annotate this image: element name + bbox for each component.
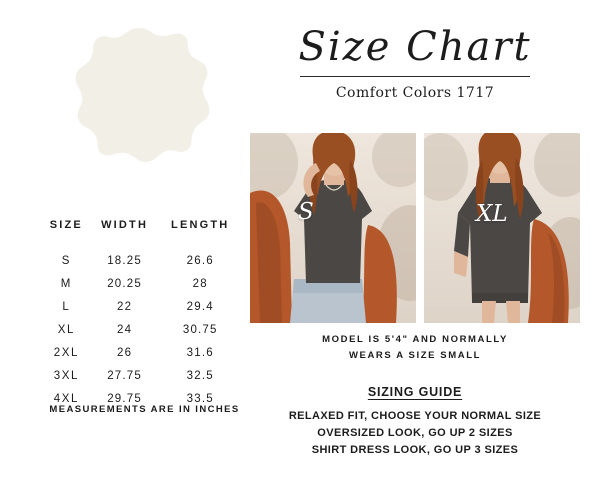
sizing-guide-line-2-emphasis: 2 SIZES — [468, 427, 513, 440]
sizing-guide-line — [250, 442, 580, 459]
column-header-length: LENGTH — [171, 219, 230, 231]
cell-size: 3XL — [53, 369, 79, 382]
table-row — [42, 341, 242, 364]
table-row — [42, 364, 242, 387]
model-photos — [250, 133, 580, 323]
sizing-guide-line-1-prefix: RELAXED FIT, CHOOSE YOUR — [288, 410, 462, 422]
cell-length: 29.4 — [186, 300, 214, 313]
photo-model-small — [250, 133, 416, 323]
page-title: Size Chart — [298, 24, 532, 70]
table-header-row — [42, 218, 242, 249]
sizing-guide-line — [250, 425, 580, 442]
cell-width: 18.25 — [107, 254, 142, 267]
cell-length: 33.5 — [186, 392, 214, 405]
cell-width: 26 — [116, 346, 133, 359]
tee-label-small: S — [298, 199, 314, 225]
cell-size: XL — [57, 323, 75, 336]
size-table — [42, 218, 242, 410]
cell-width: 20.25 — [107, 277, 142, 290]
cell-size: S — [61, 254, 71, 267]
column-header-width: WIDTH — [101, 219, 149, 231]
model-note-line-2: WEARS A SIZE SMALL — [348, 350, 482, 362]
tee-label-xl: XL — [476, 201, 508, 227]
table-row — [42, 318, 242, 341]
page-subtitle: Comfort Colors 1717 — [335, 85, 495, 101]
cell-length: 26.6 — [186, 254, 214, 267]
sizing-guide-line — [250, 408, 580, 425]
cell-width: 24 — [116, 323, 133, 336]
cell-size: 2XL — [53, 346, 79, 359]
measurements-note: MEASUREMENTS ARE IN INCHES — [49, 404, 240, 415]
cell-size: L — [62, 300, 71, 313]
sizing-guide-title: SIZING GUIDE — [367, 385, 463, 399]
cell-width: 29.75 — [107, 392, 142, 405]
sizing-guide-line-1-emphasis: NORMAL SIZE — [461, 410, 542, 422]
sizing-guide — [250, 385, 580, 459]
sizing-guide-line-2-prefix: OVERSIZED LOOK, GO UP — [317, 427, 469, 440]
decorative-blob-shape — [56, 26, 222, 192]
cell-width: 22 — [116, 300, 133, 313]
sizing-guide-line-3-emphasis: 3 SIZES — [474, 444, 519, 457]
model-note — [250, 332, 580, 364]
cell-length: 28 — [192, 277, 208, 290]
cell-length: 32.5 — [186, 369, 214, 382]
cell-size: 4XL — [53, 392, 79, 405]
sizing-guide-line-3-prefix: SHIRT DRESS LOOK, GO UP — [311, 444, 475, 457]
cell-width: 27.75 — [107, 369, 142, 382]
column-header-size: SIZE — [49, 219, 83, 231]
photo-model-xl — [424, 133, 580, 323]
title-divider — [300, 76, 530, 77]
table-row — [42, 272, 242, 295]
cell-length: 30.75 — [182, 323, 218, 336]
table-row — [42, 249, 242, 272]
cell-size: M — [60, 277, 72, 290]
cell-length: 31.6 — [186, 346, 214, 359]
model-note-line-1: MODEL IS 5'4" AND NORMALLY — [322, 334, 508, 345]
table-row — [42, 295, 242, 318]
title-block — [250, 26, 580, 101]
